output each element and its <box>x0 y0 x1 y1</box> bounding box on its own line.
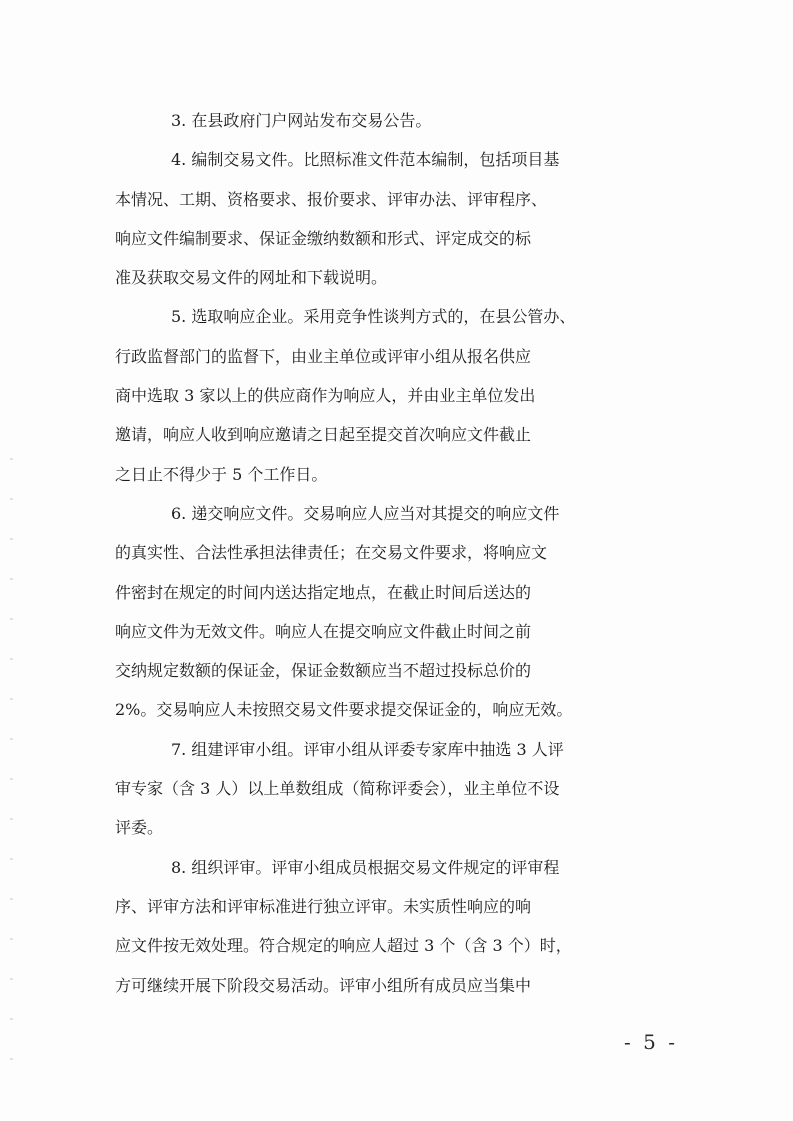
text-line: 响应文件为无效文件。响应人在提交响应文件截止时间之前 <box>115 621 532 641</box>
text-line: 应文件按无效处理。符合规定的响应人超过 3 个（含 3 个）时， <box>115 936 572 956</box>
scan-margin-marks <box>10 420 13 1060</box>
page-number: - 5 - <box>624 1030 678 1054</box>
text-line: 7. 组建评审小组。评审小组从评委专家库中抽选 3 人评 <box>171 739 564 759</box>
text-line: 准及获取交易文件的网址和下载说明。 <box>115 268 388 288</box>
text-line: 邀请，响应人收到响应邀请之日起至提交首次响应文件截止 <box>115 425 532 445</box>
text-line: 的真实性、合法性承担法律责任；在交易文件要求，将响应文 <box>115 543 548 563</box>
text-line: 交纳规定数额的保证金，保证金数额应当不超过投标总价的 <box>115 661 532 681</box>
text-line: 序、评审方法和评审标准进行独立评审。未实质性响应的响 <box>115 896 532 916</box>
text-line: 8. 组织评审。评审小组成员根据交易文件规定的评审程 <box>171 857 560 877</box>
text-line: 2%。交易响应人未按照交易文件要求提交保证金的，响应无效。 <box>115 700 573 720</box>
text-line: 响应文件编制要求、保证金缴纳数额和形式、评定成交的标 <box>115 228 532 248</box>
text-line: 6. 递交响应文件。交易响应人应当对其提交的响应文件 <box>171 503 560 523</box>
text-line: 行政监督部门的监督下，由业主单位或评审小组从报名供应 <box>115 346 532 366</box>
text-line: 商中选取 3 家以上的供应商作为响应人，并由业主单位发出 <box>115 386 536 406</box>
text-line: 之日止不得少于 5 个工作日。 <box>115 464 328 484</box>
text-line: 3. 在县政府门户网站发布交易公告。 <box>171 111 432 130</box>
text-line: 4. 编制交易文件。比照标准文件范本编制，包括项目基 <box>171 150 560 170</box>
text-line: 本情况、工期、资格要求、报价要求、评审办法、评审程序、 <box>115 189 548 209</box>
text-line: 方可继续开展下阶段交易活动。评审小组所有成员应当集中 <box>115 975 532 995</box>
text-line: 5. 选取响应企业。采用竞争性谈判方式的，在县公管办、 <box>171 307 576 327</box>
text-line: 评委。 <box>115 818 164 838</box>
text-line: 件密封在规定的时间内送达指定地点，在截止时间后送达的 <box>115 582 532 602</box>
document-body <box>115 108 681 1012</box>
text-line: 审专家（含 3 人）以上单数组成（简称评委会），业主单位不设 <box>115 779 560 799</box>
